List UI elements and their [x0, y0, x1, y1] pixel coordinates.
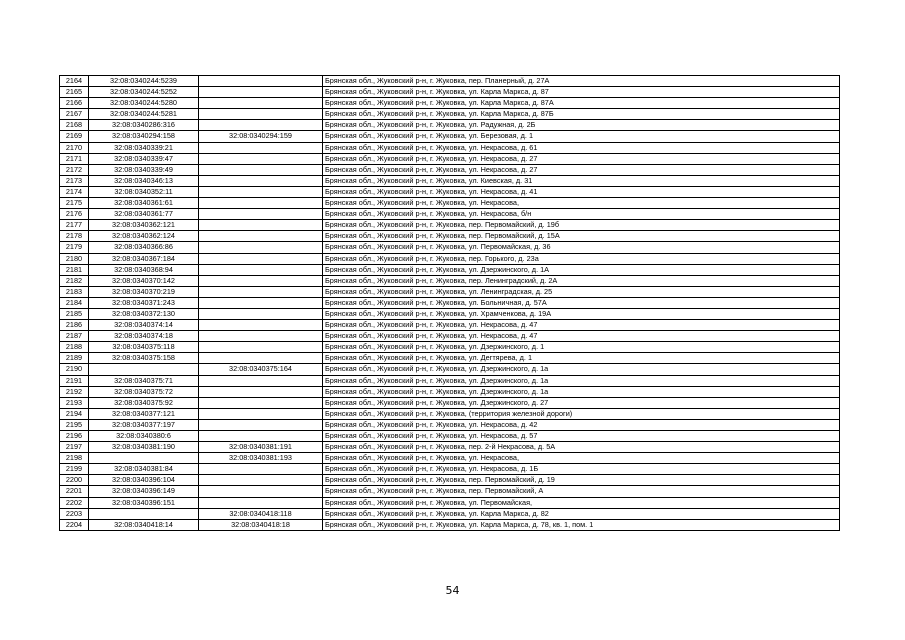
address-cell: Брянская обл., Жуковский р-н, г. Жуковка, ул. Некрасова, д. 61 [323, 142, 840, 153]
address-cell: Брянская обл., Жуковский р-н, г. Жуковка, ул. Некрасова, д. 47 [323, 331, 840, 342]
linked-cadastral-number-cell [199, 353, 323, 364]
table-row [60, 175, 840, 186]
linked-cadastral-number-cell [199, 76, 323, 87]
linked-cadastral-number-cell [199, 164, 323, 175]
linked-cadastral-number-cell: 32:08:0340294:159 [199, 131, 323, 142]
cadastral-number-cell: 32:08:0340381:190 [89, 442, 199, 453]
table-row [60, 109, 840, 120]
linked-cadastral-number-cell [199, 142, 323, 153]
cadastral-number-cell [89, 364, 199, 375]
linked-cadastral-number-cell [199, 275, 323, 286]
cadastral-number-cell: 32:08:0340339:47 [89, 153, 199, 164]
cadastral-number-cell: 32:08:0340396:104 [89, 475, 199, 486]
cadastral-number-cell: 32:08:0340294:158 [89, 131, 199, 142]
linked-cadastral-number-cell [199, 242, 323, 253]
linked-cadastral-number-cell [199, 198, 323, 209]
address-cell: Брянская обл., Жуковский р-н, г. Жуковка, ул. Первомайская, [323, 497, 840, 508]
table-body [60, 76, 840, 531]
table-row [60, 364, 840, 375]
row-number-cell: 2171 [60, 153, 89, 164]
cadastral-number-cell: 32:08:0340367:184 [89, 253, 199, 264]
linked-cadastral-number-cell [199, 231, 323, 242]
row-number-cell: 2193 [60, 397, 89, 408]
cadastral-number-cell: 32:08:0340366:86 [89, 242, 199, 253]
table-row [60, 275, 840, 286]
table-row [60, 286, 840, 297]
table-row [60, 320, 840, 331]
page-number: 54 [445, 584, 460, 597]
linked-cadastral-number-cell [199, 497, 323, 508]
address-cell: Брянская обл., Жуковский р-н, г. Жуковка, пер. Первомайский, д. 15А [323, 231, 840, 242]
row-number-cell: 2183 [60, 286, 89, 297]
cadastral-number-cell: 32:08:0340244:5252 [89, 87, 199, 98]
row-number-cell: 2190 [60, 364, 89, 375]
address-cell: Брянская обл., Жуковский р-н, г. Жуковка, ул. Карла Маркса, д. 78, кв. 1, пом. 1 [323, 519, 840, 530]
cadastral-number-cell: 32:08:0340362:121 [89, 220, 199, 231]
linked-cadastral-number-cell [199, 397, 323, 408]
cadastral-number-cell: 32:08:0340370:219 [89, 286, 199, 297]
address-cell: Брянская обл., Жуковский р-н, г. Жуковка, ул. Березовая, д. 1 [323, 131, 840, 142]
address-cell: Брянская обл., Жуковский р-н, г. Жуковка, ул. Первомайская, д. 36 [323, 242, 840, 253]
row-number-cell: 2170 [60, 142, 89, 153]
cadastral-number-cell: 32:08:0340346:13 [89, 175, 199, 186]
cadastral-number-cell: 32:08:0340361:61 [89, 198, 199, 209]
cadastral-number-cell: 32:08:0340244:5239 [89, 76, 199, 87]
table-row [60, 153, 840, 164]
linked-cadastral-number-cell [199, 297, 323, 308]
row-number-cell: 2185 [60, 308, 89, 319]
linked-cadastral-number-cell [199, 87, 323, 98]
table-row [60, 386, 840, 397]
row-number-cell: 2200 [60, 475, 89, 486]
table-row [60, 419, 840, 430]
address-cell: Брянская обл., Жуковский р-н, г. Жуковка, ул. Дегтярева, д. 1 [323, 353, 840, 364]
row-number-cell: 2182 [60, 275, 89, 286]
cadastral-number-cell: 32:08:0340375:72 [89, 386, 199, 397]
cadastral-number-cell: 32:08:0340375:92 [89, 397, 199, 408]
row-number-cell: 2164 [60, 76, 89, 87]
table-row [60, 508, 840, 519]
cadastral-number-cell: 32:08:0340375:118 [89, 342, 199, 353]
address-cell: Брянская обл., Жуковский р-н, г. Жуковка, ул. Некрасова, д. 42 [323, 419, 840, 430]
address-cell: Брянская обл., Жуковский р-н, г. Жуковка, ул. Радужная, д. 2Б [323, 120, 840, 131]
cadastral-table [59, 75, 840, 531]
table-row [60, 198, 840, 209]
row-number-cell: 2167 [60, 109, 89, 120]
row-number-cell: 2178 [60, 231, 89, 242]
row-number-cell: 2174 [60, 186, 89, 197]
address-cell: Брянская обл., Жуковский р-н, г. Жуковка, ул. Дзержинского, д. 1а [323, 364, 840, 375]
table-row [60, 464, 840, 475]
table-row [60, 131, 840, 142]
cadastral-number-cell: 32:08:0340396:151 [89, 497, 199, 508]
address-cell: Брянская обл., Жуковский р-н, г. Жуковка, ул. Некрасова, [323, 453, 840, 464]
row-number-cell: 2180 [60, 253, 89, 264]
linked-cadastral-number-cell [199, 331, 323, 342]
table-row [60, 98, 840, 109]
address-cell: Брянская обл., Жуковский р-н, г. Жуковка, пер. Первомайский, А [323, 486, 840, 497]
row-number-cell: 2165 [60, 87, 89, 98]
row-number-cell: 2191 [60, 375, 89, 386]
linked-cadastral-number-cell: 32:08:0340375:164 [199, 364, 323, 375]
cadastral-number-cell: 32:08:0340244:5280 [89, 98, 199, 109]
linked-cadastral-number-cell [199, 120, 323, 131]
cadastral-number-cell: 32:08:0340370:142 [89, 275, 199, 286]
linked-cadastral-number-cell [199, 386, 323, 397]
linked-cadastral-number-cell: 32:08:0340381:191 [199, 442, 323, 453]
table-row [60, 431, 840, 442]
table-row [60, 87, 840, 98]
address-cell: Брянская обл., Жуковский р-н, г. Жуковка, ул. Некрасова, б/н [323, 209, 840, 220]
table-row [60, 76, 840, 87]
cadastral-number-cell: 32:08:0340374:18 [89, 331, 199, 342]
row-number-cell: 2194 [60, 408, 89, 419]
row-number-cell: 2172 [60, 164, 89, 175]
table-row [60, 297, 840, 308]
row-number-cell: 2201 [60, 486, 89, 497]
address-cell: Брянская обл., Жуковский р-н, г. Жуковка, пер. 2-й Некрасова, д. 5А [323, 442, 840, 453]
cadastral-number-cell: 32:08:0340339:21 [89, 142, 199, 153]
cadastral-number-cell: 32:08:0340371:243 [89, 297, 199, 308]
cadastral-number-cell: 32:08:0340375:71 [89, 375, 199, 386]
cadastral-number-cell: 32:08:0340286:316 [89, 120, 199, 131]
row-number-cell: 2181 [60, 264, 89, 275]
row-number-cell: 2188 [60, 342, 89, 353]
address-cell: Брянская обл., Жуковский р-н, г. Жуковка, ул. Ленинградская, д. 25 [323, 286, 840, 297]
address-cell: Брянская обл., Жуковский р-н, г. Жуковка, ул. Некрасова, д. 57 [323, 431, 840, 442]
address-cell: Брянская обл., Жуковский р-н, г. Жуковка, ул. Карла Маркса, д. 87 [323, 87, 840, 98]
address-cell: Брянская обл., Жуковский р-н, г. Жуковка, пер. Первомайский, д. 19 [323, 475, 840, 486]
address-cell: Брянская обл., Жуковский р-н, г. Жуковка, пер. Ленинградский, д. 2А [323, 275, 840, 286]
address-cell: Брянская обл., Жуковский р-н, г. Жуковка, ул. Некрасова, д. 41 [323, 186, 840, 197]
linked-cadastral-number-cell [199, 209, 323, 220]
table-row [60, 408, 840, 419]
cadastral-number-cell [89, 453, 199, 464]
table-row [60, 331, 840, 342]
linked-cadastral-number-cell [199, 186, 323, 197]
table-row [60, 397, 840, 408]
address-cell: Брянская обл., Жуковский р-н, г. Жуковка, ул. Некрасова, д. 27 [323, 164, 840, 175]
address-cell: Брянская обл., Жуковский р-н, г. Жуковка, ул. Дзержинского, д. 1а [323, 375, 840, 386]
table-row [60, 342, 840, 353]
table-row [60, 375, 840, 386]
linked-cadastral-number-cell [199, 253, 323, 264]
address-cell: Брянская обл., Жуковский р-н, г. Жуковка, ул. Киевская, д. 31 [323, 175, 840, 186]
address-cell: Брянская обл., Жуковский р-н, г. Жуковка, ул. Храмченкова, д. 19А [323, 308, 840, 319]
table-row [60, 497, 840, 508]
row-number-cell: 2189 [60, 353, 89, 364]
address-cell: Брянская обл., Жуковский р-н, г. Жуковка, пер. Планерный, д. 27А [323, 76, 840, 87]
table-row [60, 209, 840, 220]
linked-cadastral-number-cell [199, 320, 323, 331]
cadastral-number-cell: 32:08:0340372:130 [89, 308, 199, 319]
cadastral-number-cell: 32:08:0340380:6 [89, 431, 199, 442]
row-number-cell: 2197 [60, 442, 89, 453]
address-cell: Брянская обл., Жуковский р-н, г. Жуковка, пер. Первомайский, д. 19б [323, 220, 840, 231]
cadastral-number-cell: 32:08:0340244:5281 [89, 109, 199, 120]
cadastral-number-cell: 32:08:0340339:49 [89, 164, 199, 175]
table-row [60, 220, 840, 231]
address-cell: Брянская обл., Жуковский р-н, г. Жуковка, ул. Карла Маркса, д. 87Б [323, 109, 840, 120]
table-row [60, 231, 840, 242]
table-row [60, 308, 840, 319]
cadastral-number-cell [89, 508, 199, 519]
linked-cadastral-number-cell [199, 153, 323, 164]
row-number-cell: 2177 [60, 220, 89, 231]
linked-cadastral-number-cell [199, 375, 323, 386]
address-cell: Брянская обл., Жуковский р-н, г. Жуковка, ул. Некрасова, д. 1Б [323, 464, 840, 475]
row-number-cell: 2169 [60, 131, 89, 142]
linked-cadastral-number-cell [199, 264, 323, 275]
table-row [60, 253, 840, 264]
table-row [60, 353, 840, 364]
cadastral-number-cell: 32:08:0340418:14 [89, 519, 199, 530]
row-number-cell: 2199 [60, 464, 89, 475]
address-cell: Брянская обл., Жуковский р-н, г. Жуковка, ул. Дзержинского, д. 1а [323, 386, 840, 397]
row-number-cell: 2184 [60, 297, 89, 308]
table-row [60, 519, 840, 530]
row-number-cell: 2166 [60, 98, 89, 109]
address-cell: Брянская обл., Жуковский р-н, г. Жуковка, ул. Дзержинского, д. 1 [323, 342, 840, 353]
cadastral-number-cell: 32:08:0340377:197 [89, 419, 199, 430]
linked-cadastral-number-cell [199, 419, 323, 430]
address-cell: Брянская обл., Жуковский р-н, г. Жуковка, ул. Некрасова, [323, 198, 840, 209]
cadastral-number-cell: 32:08:0340362:124 [89, 231, 199, 242]
table-row [60, 164, 840, 175]
row-number-cell: 2196 [60, 431, 89, 442]
table-row [60, 242, 840, 253]
row-number-cell: 2179 [60, 242, 89, 253]
linked-cadastral-number-cell [199, 475, 323, 486]
cadastral-number-cell: 32:08:0340396:149 [89, 486, 199, 497]
cadastral-number-cell: 32:08:0340374:14 [89, 320, 199, 331]
table-row [60, 453, 840, 464]
cadastral-number-cell: 32:08:0340368:94 [89, 264, 199, 275]
row-number-cell: 2187 [60, 331, 89, 342]
linked-cadastral-number-cell [199, 98, 323, 109]
row-number-cell: 2204 [60, 519, 89, 530]
address-cell: Брянская обл., Жуковский р-н, г. Жуковка, ул. Некрасова, д. 47 [323, 320, 840, 331]
linked-cadastral-number-cell [199, 175, 323, 186]
row-number-cell: 2186 [60, 320, 89, 331]
row-number-cell: 2176 [60, 209, 89, 220]
linked-cadastral-number-cell [199, 220, 323, 231]
linked-cadastral-number-cell [199, 109, 323, 120]
row-number-cell: 2168 [60, 120, 89, 131]
table-row [60, 442, 840, 453]
table-row [60, 186, 840, 197]
row-number-cell: 2195 [60, 419, 89, 430]
linked-cadastral-number-cell [199, 431, 323, 442]
address-cell: Брянская обл., Жуковский р-н, г. Жуковка, (территория железной дороги) [323, 408, 840, 419]
cadastral-number-cell: 32:08:0340361:77 [89, 209, 199, 220]
cadastral-number-cell: 32:08:0340375:158 [89, 353, 199, 364]
row-number-cell: 2203 [60, 508, 89, 519]
row-number-cell: 2173 [60, 175, 89, 186]
table-row [60, 475, 840, 486]
linked-cadastral-number-cell [199, 308, 323, 319]
address-cell: Брянская обл., Жуковский р-н, г. Жуковка, ул. Карла Маркса, д. 82 [323, 508, 840, 519]
address-cell: Брянская обл., Жуковский р-н, г. Жуковка, ул. Дзержинского, д. 27 [323, 397, 840, 408]
linked-cadastral-number-cell: 32:08:0340418:18 [199, 519, 323, 530]
address-cell: Брянская обл., Жуковский р-н, г. Жуковка, ул. Дзержинского, д. 1А [323, 264, 840, 275]
cadastral-number-cell: 32:08:0340381:84 [89, 464, 199, 475]
cadastral-number-cell: 32:08:0340377:121 [89, 408, 199, 419]
linked-cadastral-number-cell [199, 286, 323, 297]
linked-cadastral-number-cell [199, 408, 323, 419]
linked-cadastral-number-cell [199, 342, 323, 353]
table-row [60, 264, 840, 275]
linked-cadastral-number-cell [199, 486, 323, 497]
address-cell: Брянская обл., Жуковский р-н, г. Жуковка, ул. Некрасова, д. 27 [323, 153, 840, 164]
linked-cadastral-number-cell: 32:08:0340381:193 [199, 453, 323, 464]
linked-cadastral-number-cell: 32:08:0340418:118 [199, 508, 323, 519]
table-row [60, 120, 840, 131]
address-cell: Брянская обл., Жуковский р-н, г. Жуковка, ул. Карла Маркса, д. 87А [323, 98, 840, 109]
linked-cadastral-number-cell [199, 464, 323, 475]
row-number-cell: 2175 [60, 198, 89, 209]
row-number-cell: 2202 [60, 497, 89, 508]
row-number-cell: 2192 [60, 386, 89, 397]
table-row [60, 486, 840, 497]
cadastral-number-cell: 32:08:0340352:11 [89, 186, 199, 197]
row-number-cell: 2198 [60, 453, 89, 464]
address-cell: Брянская обл., Жуковский р-н, г. Жуковка, ул. Больничная, д. 57А [323, 297, 840, 308]
address-cell: Брянская обл., Жуковский р-н, г. Жуковка, пер. Горького, д. 23а [323, 253, 840, 264]
table-row [60, 142, 840, 153]
